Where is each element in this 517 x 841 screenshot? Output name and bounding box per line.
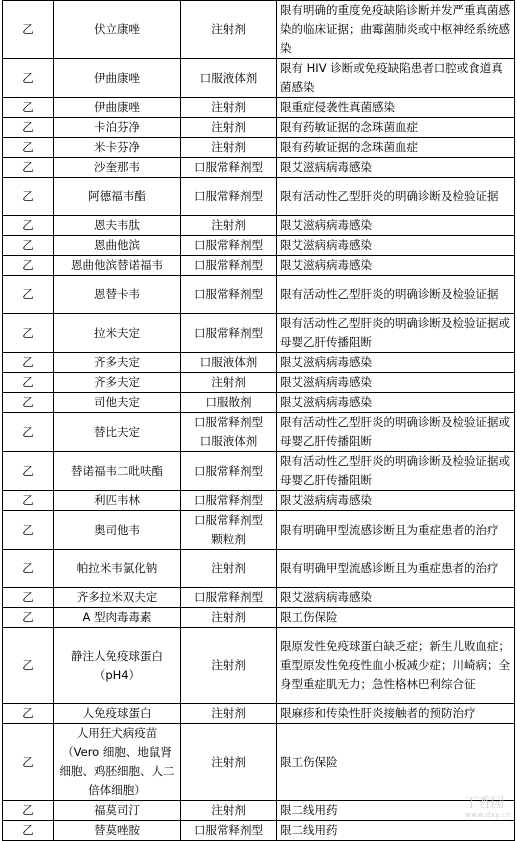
drug-name-cell: 恩夫韦肽	[54, 216, 181, 236]
table-row	[3, 98, 515, 118]
dosage-form-cell: 口服常释剂型	[181, 588, 277, 608]
dosage-form-cell: 注射剂	[181, 801, 277, 821]
restriction-cell: 限有明确甲型流感诊断且为重症患者的治疗	[277, 550, 515, 588]
drug-name-cell: 替比夫定	[54, 413, 181, 452]
dosage-form-cell: 注射剂	[181, 138, 277, 158]
drug-name-cell: 恩替卡韦	[54, 276, 181, 314]
restriction-cell: 限有活动性乙型肝炎的明确诊断及检验证据	[277, 276, 515, 314]
table-row	[3, 821, 515, 841]
restriction-cell: 限有明确甲型流感诊断且为重症患者的治疗	[277, 511, 515, 550]
table-row	[3, 491, 515, 511]
table-row	[3, 511, 515, 550]
restriction-cell: 限工伤保险	[277, 608, 515, 628]
drug-name-cell: 伊曲康唑	[54, 98, 181, 118]
restriction-cell: 限有活动性乙型肝炎的明确诊断及检验证据或母婴乙肝传播阻断	[277, 413, 515, 452]
dosage-form-cell: 注射剂	[181, 373, 277, 393]
table-row	[3, 118, 515, 138]
restriction-cell: 限艾滋病病毒感染	[277, 216, 515, 236]
table-row	[3, 216, 515, 236]
category-cell: 乙	[3, 550, 54, 588]
category-cell: 乙	[3, 98, 54, 118]
drug-name-cell: 拉米夫定	[54, 314, 181, 353]
dosage-form-cell: 注射剂	[181, 724, 277, 801]
dosage-form-cell: 注射剂	[181, 118, 277, 138]
table-row	[3, 373, 515, 393]
table-row	[3, 801, 515, 821]
drug-name-cell: 伊曲康唑	[54, 59, 181, 98]
drug-name-cell: 恩曲他滨替诺福韦	[54, 256, 181, 276]
dosage-form-cell: 口服常释剂型	[181, 491, 277, 511]
category-cell: 乙	[3, 821, 54, 841]
restriction-cell: 限有活动性乙型肝炎的明确诊断及检验证据或母婴乙肝传播阻断	[277, 314, 515, 353]
category-cell: 乙	[3, 511, 54, 550]
table-row	[3, 413, 515, 452]
table-row	[3, 236, 515, 256]
restriction-cell: 限有 HIV 诊断或免疫缺陷患者口腔或食道真菌感染	[277, 59, 515, 98]
restriction-cell: 限艾滋病病毒感染	[277, 393, 515, 413]
table-row	[3, 178, 515, 216]
drug-restriction-table	[2, 0, 515, 841]
category-cell: 乙	[3, 452, 54, 491]
category-cell: 乙	[3, 276, 54, 314]
category-cell: 乙	[3, 801, 54, 821]
drug-name-cell: 人用狂犬病疫苗 （Vero 细胞、地鼠肾细胞、鸡胚细胞、人二倍体细胞）	[54, 724, 181, 801]
restriction-cell: 限原发性免疫球蛋白缺乏症；新生儿败血症；重型原发性免疫性血小板减少症；川崎病；全身型重症肌无力；急性格林巴利综合征	[277, 628, 515, 704]
drug-name-cell: 伏立康唑	[54, 1, 181, 59]
category-cell: 乙	[3, 724, 54, 801]
restriction-cell: 限艾滋病病毒感染	[277, 256, 515, 276]
watermark-logo	[465, 792, 511, 819]
category-cell: 乙	[3, 118, 54, 138]
dosage-form-cell: 口服液体剂	[181, 353, 277, 373]
dosage-form-cell: 注射剂	[181, 704, 277, 724]
restriction-cell: 限艾滋病病毒感染	[277, 158, 515, 178]
drug-name-cell: 恩曲他滨	[54, 236, 181, 256]
dosage-form-cell: 注射剂	[181, 550, 277, 588]
restriction-cell: 限有活动性乙型肝炎的明确诊断及检验证据或母婴乙肝传播阻断	[277, 452, 515, 491]
drug-name-cell: 齐多拉米双夫定	[54, 588, 181, 608]
table-row	[3, 452, 515, 491]
category-cell: 乙	[3, 704, 54, 724]
table-row	[3, 158, 515, 178]
restriction-cell: 限有药敏证据的念珠菌血症	[277, 118, 515, 138]
drug-name-cell: 奥司他韦	[54, 511, 181, 550]
category-cell: 乙	[3, 236, 54, 256]
table-row	[3, 550, 515, 588]
dosage-form-cell: 注射剂	[181, 98, 277, 118]
category-cell: 乙	[3, 314, 54, 353]
dosage-form-cell: 口服液体剂	[181, 59, 277, 98]
dosage-form-cell: 注射剂	[181, 608, 277, 628]
category-cell: 乙	[3, 138, 54, 158]
restriction-cell: 限有明确的重度免疫缺陷诊断并发严重真菌感染的临床证据；曲霉菌肺炎或中枢神经系统感染	[277, 1, 515, 59]
drug-name-cell: 齐多夫定	[54, 373, 181, 393]
category-cell: 乙	[3, 373, 54, 393]
table-row	[3, 276, 515, 314]
category-cell: 乙	[3, 178, 54, 216]
restriction-cell: 限有活动性乙型肝炎的明确诊断及检验证据	[277, 178, 515, 216]
category-cell: 乙	[3, 59, 54, 98]
table-row	[3, 314, 515, 353]
table-row	[3, 628, 515, 704]
drug-name-cell: 齐多夫定	[54, 353, 181, 373]
restriction-cell: 限艾滋病病毒感染	[277, 236, 515, 256]
dosage-form-cell: 口服常释剂型 口服液体剂	[181, 413, 277, 452]
drug-name-cell: 利匹韦林	[54, 491, 181, 511]
watermark-url: www.dxy.cn	[465, 811, 511, 819]
table-body	[3, 1, 515, 841]
dosage-form-cell: 口服常释剂型	[181, 276, 277, 314]
category-cell: 乙	[3, 628, 54, 704]
restriction-cell: 限二线用药	[277, 821, 515, 841]
table-row	[3, 724, 515, 801]
table-row	[3, 608, 515, 628]
dosage-form-cell: 口服常释剂型	[181, 452, 277, 491]
table-row	[3, 1, 515, 59]
table-row	[3, 393, 515, 413]
table-row	[3, 353, 515, 373]
drug-name-cell: 替诺福韦二吡呋酯	[54, 452, 181, 491]
drug-name-cell: 福莫司汀	[54, 801, 181, 821]
category-cell: 乙	[3, 413, 54, 452]
dosage-form-cell: 口服常释剂型	[181, 314, 277, 353]
dosage-form-cell: 注射剂	[181, 628, 277, 704]
restriction-cell: 限艾滋病病毒感染	[277, 353, 515, 373]
category-cell: 乙	[3, 1, 54, 59]
table-row	[3, 59, 515, 98]
category-cell: 乙	[3, 393, 54, 413]
restriction-cell: 限重症侵袭性真菌感染	[277, 98, 515, 118]
dosage-form-cell: 口服常释剂型 颗粒剂	[181, 511, 277, 550]
table-row	[3, 704, 515, 724]
dosage-form-cell: 口服常释剂型	[181, 158, 277, 178]
drug-name-cell: 米卡芬净	[54, 138, 181, 158]
category-cell: 乙	[3, 158, 54, 178]
table-row	[3, 588, 515, 608]
restriction-cell: 限二线用药	[277, 801, 515, 821]
drug-name-cell: A 型肉毒毒素	[54, 608, 181, 628]
restriction-cell: 限麻疹和传染性肝炎接触者的预防治疗	[277, 704, 515, 724]
drug-name-cell: 静注人免疫球蛋白 （pH4）	[54, 628, 181, 704]
dosage-form-cell: 口服常释剂型	[181, 256, 277, 276]
drug-name-cell: 司他夫定	[54, 393, 181, 413]
dosage-form-cell: 口服常释剂型	[181, 821, 277, 841]
category-cell: 乙	[3, 608, 54, 628]
dosage-form-cell: 注射剂	[181, 1, 277, 59]
drug-name-cell: 帕拉米韦氯化钠	[54, 550, 181, 588]
drug-name-cell: 卡泊芬净	[54, 118, 181, 138]
category-cell: 乙	[3, 588, 54, 608]
dosage-form-cell: 口服常释剂型	[181, 236, 277, 256]
restriction-cell: 限艾滋病病毒感染	[277, 373, 515, 393]
restriction-cell: 限有药敏证据的念珠菌血症	[277, 138, 515, 158]
restriction-cell: 限工伤保险	[277, 724, 515, 801]
drug-name-cell: 替莫唑胺	[54, 821, 181, 841]
drug-name-cell: 阿德福韦酯	[54, 178, 181, 216]
category-cell: 乙	[3, 256, 54, 276]
restriction-cell: 限艾滋病病毒感染	[277, 588, 515, 608]
category-cell: 乙	[3, 353, 54, 373]
drug-name-cell: 沙奎那韦	[54, 158, 181, 178]
dosage-form-cell: 口服常释剂型	[181, 178, 277, 216]
dosage-form-cell: 口服散剂	[181, 393, 277, 413]
table-row	[3, 138, 515, 158]
category-cell: 乙	[3, 491, 54, 511]
dosage-form-cell: 注射剂	[181, 216, 277, 236]
table-row	[3, 256, 515, 276]
category-cell: 乙	[3, 216, 54, 236]
watermark-text: 丁香园	[465, 796, 505, 811]
restriction-cell: 限艾滋病病毒感染	[277, 491, 515, 511]
drug-name-cell: 人免疫球蛋白	[54, 704, 181, 724]
